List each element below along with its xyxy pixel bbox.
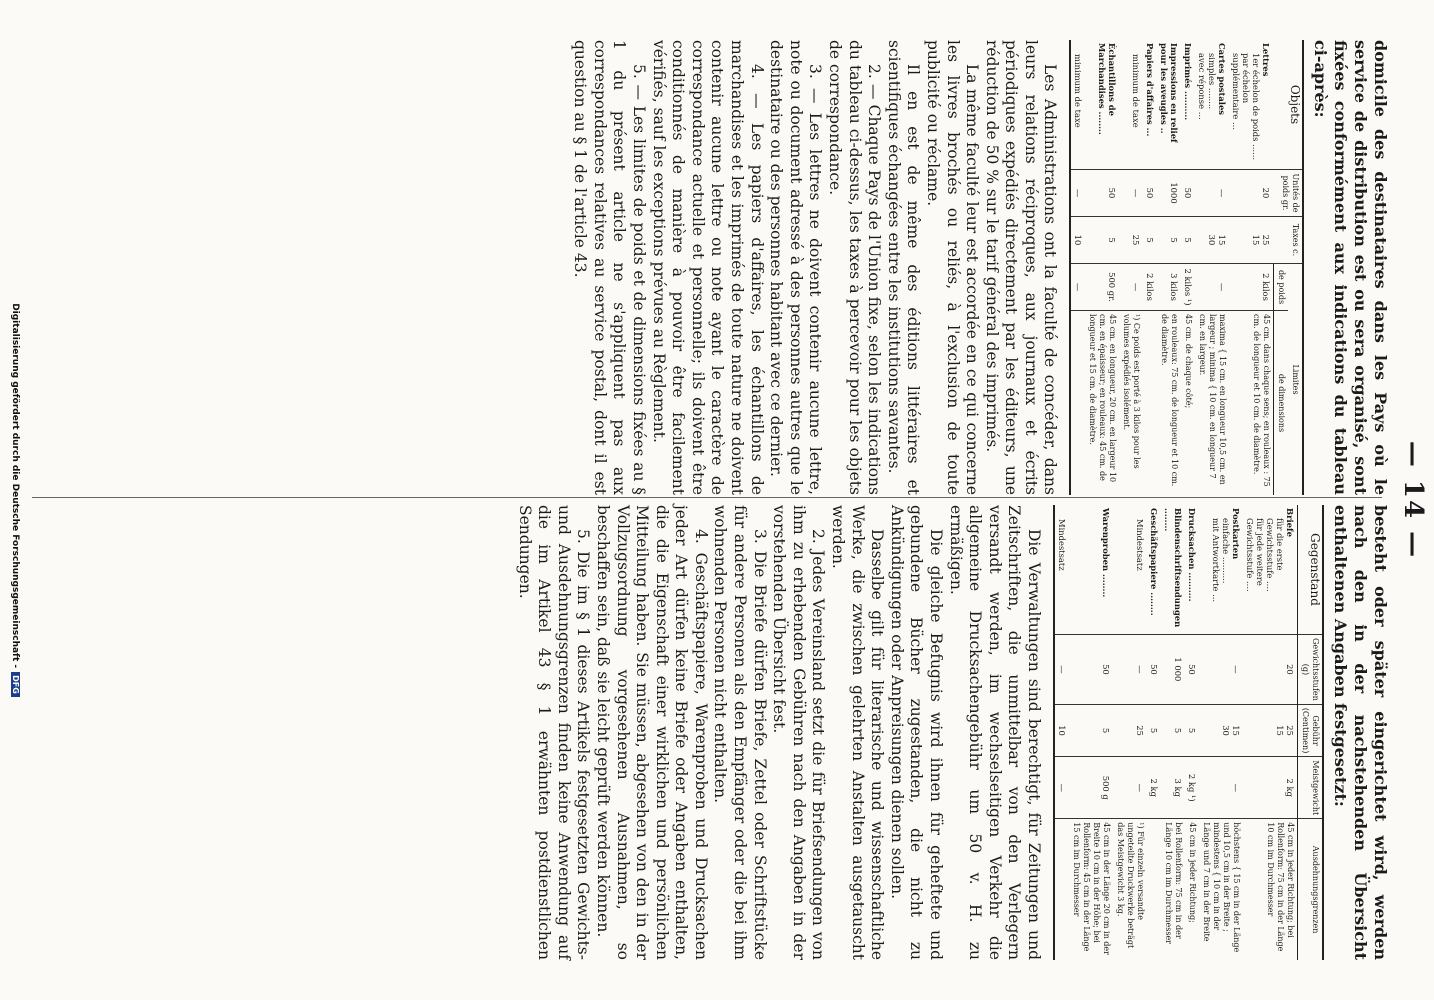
table-row bbox=[1161, 505, 1185, 960]
row-unit: 20 bbox=[1230, 170, 1274, 217]
header-unites: Unités de poids gr. bbox=[1274, 170, 1304, 217]
row-weight: 2 kg bbox=[1147, 757, 1161, 819]
table-row bbox=[1086, 40, 1120, 495]
row-sub: einfache .......... bbox=[1221, 518, 1231, 584]
table-row bbox=[1199, 505, 1243, 960]
german-paragraph: 4. Geschäftspapiere, Warenproben und Drucksachen jeder Art dürfen keine Briefe oder Angaben enthalten, die die Eigenschaft einer wirklichen und persönlichen Mitteilung haben. Sie müssen, abgesehen von den in der Vollzugsordnung vorgesehenen Ausnahmen, so beschaffen sein, daß sie leicht geprüft werden können. bbox=[593, 505, 710, 960]
row-sub: avec réponse ... bbox=[1197, 53, 1208, 120]
row-unit: 1 000 bbox=[1161, 635, 1185, 705]
row-weight: 500 gr. bbox=[1086, 264, 1120, 311]
row-tax: 15 bbox=[1251, 234, 1262, 246]
table-row bbox=[1185, 505, 1199, 960]
page-number: — 14 — bbox=[1398, 440, 1428, 560]
german-paragraph: 2. Jedes Vereinsland setzt die für Briefsendungen von ihm zu erhebenden Gebühren nach den Angaben in der vorstehenden Übersicht fest. bbox=[770, 505, 828, 960]
header-de-dimensions: de dimensions bbox=[1274, 311, 1289, 496]
row-tax: 30 bbox=[1221, 725, 1231, 736]
header-gewichtsstufen: Gewichtsstufen (g) bbox=[1298, 635, 1324, 705]
row-dim: 45 cm. dans chaque sens; en rouleaux : 75 cm. de longueur et 10 cm. de diamètre. bbox=[1252, 314, 1271, 487]
french-intro: domicile des destinataires dans les Pays où le service de distribution est ou sera organisé, sont fixées conformément aux indications du tableau ci-après: bbox=[1311, 40, 1390, 495]
row-tax: 25 bbox=[1261, 234, 1272, 246]
row-label: Briefe bbox=[1285, 508, 1295, 537]
row-sub: 1er échelon de poids ...... bbox=[1251, 53, 1262, 161]
row-weight: 2 kg ¹) bbox=[1185, 757, 1199, 819]
row-label: Warenproben ........ bbox=[1069, 505, 1113, 635]
row-label: Postkarten bbox=[1231, 508, 1241, 560]
header-gebuehr: Gebühr (Centimen) bbox=[1298, 704, 1324, 757]
row-label: Drucksachen .......... bbox=[1185, 505, 1199, 635]
table-row bbox=[1182, 40, 1196, 495]
german-intro: besteht oder später eingerichtet wird, werden nach den in der nachstehenden Übersicht enthaltenen Angaben festgesetzt: bbox=[1331, 505, 1390, 960]
row-unit: 20 bbox=[1243, 635, 1298, 705]
dfg-logo: DFG bbox=[11, 672, 20, 697]
row-unit: — bbox=[1199, 635, 1243, 705]
header-de-poids: de poids bbox=[1274, 264, 1289, 311]
row-sub: par échelon supplémentaire ... bbox=[1231, 53, 1252, 130]
row-unit: 50 bbox=[1144, 170, 1158, 217]
header-ausdehnung: Ausdehnungsgrenzen bbox=[1298, 819, 1324, 960]
row-label: Cartes postales bbox=[1217, 43, 1228, 116]
row-tax: 5 bbox=[1185, 704, 1199, 757]
table-row bbox=[1144, 40, 1158, 495]
row-label: minimum de taxe bbox=[1120, 40, 1144, 170]
header-meistgewicht: Meistgewicht bbox=[1298, 757, 1324, 819]
row-label: Lettres bbox=[1261, 43, 1272, 77]
table-row bbox=[1243, 505, 1298, 960]
german-paragraph: Dasselbe gilt für literarische und wissenschaftliche Werke, die zwischen gelehrten Anstalten ausgetauscht werden. bbox=[829, 505, 887, 960]
header-objets: Objets bbox=[1274, 40, 1304, 170]
french-column bbox=[570, 40, 1390, 495]
row-dim bbox=[1071, 311, 1086, 496]
german-paragraph: Die gleiche Befugnis wird ihnen für geheftete und gebundene Bücher zugestanden, die nicht zu Ankündigungen oder Anpreisungen dienen sollen. bbox=[887, 505, 946, 960]
row-weight: 3 kilos bbox=[1158, 264, 1182, 311]
row-tax: 5 bbox=[1147, 704, 1161, 757]
row-tax: 15 bbox=[1231, 725, 1241, 736]
row-tax: 30 bbox=[1207, 234, 1218, 246]
table-row bbox=[1069, 505, 1113, 960]
row-unit: — bbox=[1113, 635, 1147, 705]
row-dim: en rouleaux: 75 cm. de longueur et 10 cm. de diamètre. bbox=[1160, 314, 1180, 487]
row-dim: 45 cm in jeder Richtung; bei Rollenform: 75 cm in der Länge 10 cm im Durchmesser bbox=[1266, 822, 1295, 952]
row-unit: 1000 bbox=[1158, 170, 1182, 217]
table-row bbox=[1054, 505, 1069, 960]
row-label: Papiers d'affaires ... bbox=[1144, 40, 1158, 170]
german-paragraph: 3. Die Briefe dürfen Briefe, Zettel oder Schriftstücke für andere Personen als den Empfänger oder die bei ihm wohnenden Personen nicht enthalten. bbox=[711, 505, 769, 960]
table-row bbox=[1113, 505, 1147, 960]
row-label: minimum de taxe bbox=[1071, 40, 1086, 170]
row-tax: 25 bbox=[1113, 704, 1147, 757]
row-sub: für jede weitere Gewichtsstufe .... bbox=[1245, 518, 1265, 592]
row-tax: 10 bbox=[1054, 704, 1069, 757]
german-paragraph: Die Verwaltungen sind berechtigt, für Zeitungen und Zeitschriften, die unmittelbar von den Verlegern versandt werden, im wechselseitigen Verkehr die allgemeine Drucksachengebühr um 50 v. H. zu ermäßigen. bbox=[946, 505, 1043, 960]
german-tariff-table bbox=[1053, 505, 1324, 960]
row-weight: 2 kg bbox=[1243, 757, 1298, 819]
row-dim bbox=[1144, 311, 1158, 496]
row-weight: — bbox=[1196, 264, 1230, 311]
row-weight: 2 kilos ¹) bbox=[1182, 264, 1196, 311]
french-paragraph: 5. — Les limites de poids et de dimensions fixées au § 1 du présent article ne s'appliquent pas aux correspondances relatives au service postal, dont il est question au § 1 de l'article 43. bbox=[571, 40, 649, 495]
row-weight: — bbox=[1199, 757, 1243, 819]
row-sub: für die erste Gewichtsstufe .... bbox=[1265, 518, 1285, 592]
digitization-footer bbox=[10, 0, 20, 1000]
row-weight: 2 kilos bbox=[1144, 264, 1158, 311]
french-paragraph: 3. — Les lettres ne doivent contenir aucune lettre, note ou document adressé à des personnes autres que le destinataire ou des personnes habitant avec ce dernier. bbox=[767, 40, 825, 495]
row-tax: 15 bbox=[1217, 234, 1228, 246]
row-label: Imprimés .......... bbox=[1182, 40, 1196, 170]
row-label: Mindestsatz bbox=[1113, 505, 1147, 635]
french-paragraph: 2. — Chaque Pays de l'Union fixe, selon les indications du tableau ci-dessus, les taxes à percevoir pour les objets de correspondance. bbox=[825, 40, 884, 495]
row-dim: bei Rollenform: 75 cm in der Länge 10 cm im Durchmesser bbox=[1164, 822, 1183, 944]
header-taxes: Taxes c. bbox=[1274, 217, 1304, 264]
row-weight: — bbox=[1113, 757, 1147, 819]
table-row bbox=[1147, 505, 1161, 960]
row-unit: — bbox=[1196, 170, 1230, 217]
table-row bbox=[1120, 40, 1144, 495]
row-dim bbox=[1054, 819, 1069, 960]
row-label: Geschäftspapiere ........ bbox=[1147, 505, 1161, 635]
row-weight: 3 kg bbox=[1161, 757, 1185, 819]
header-limites: Limites bbox=[1288, 264, 1303, 496]
row-dim: 45 cm in jeder Richtung; bbox=[1188, 822, 1197, 923]
row-dim: höchstens { 15 cm in der Länge und 10,5 cm in der Breite ; mindestens { 10 cm in der Länge und 7 cm in der Breite bbox=[1202, 822, 1241, 953]
row-tax: 10 bbox=[1071, 217, 1086, 264]
row-weight: — bbox=[1120, 264, 1144, 311]
header-gegenstand: Gegenstand bbox=[1298, 505, 1324, 635]
row-dim bbox=[1147, 819, 1161, 960]
french-paragraph: Il en est de même des éditions littéraires et scientifiques échangées entre les institutions savantes. bbox=[884, 40, 923, 495]
row-weight: 500 g bbox=[1069, 757, 1113, 819]
row-weight: — bbox=[1071, 264, 1086, 311]
row-sub: mit Antwortkarte ... bbox=[1211, 518, 1221, 603]
row-dim: 45 cm in der Länge 20 cm in der Breite 10 cm in der Höhe; bei Rollenform: 45 cm in der Länge 15 cm im Durchmesser bbox=[1072, 822, 1111, 955]
table-row bbox=[1071, 40, 1086, 495]
row-tax: 5 bbox=[1158, 217, 1182, 264]
row-unit: 50 bbox=[1069, 635, 1113, 705]
row-dim: ¹) Für einzeln versandte ungeteilte Druckwerke beträgt das Meistgewicht 3 kg. bbox=[1116, 822, 1145, 949]
row-dim: ¹) Ce poids est porté à 3 kilos pour les volumes expédiés isolément. bbox=[1122, 314, 1142, 469]
french-tariff-table bbox=[1070, 40, 1305, 495]
row-unit: — bbox=[1071, 170, 1086, 217]
row-tax: 5 bbox=[1161, 704, 1185, 757]
table-row bbox=[1158, 40, 1182, 495]
row-unit: 50 bbox=[1147, 635, 1161, 705]
german-paragraph: 5. Die im § 1 dieses Artikels festgesetzten Gewichts- und Ausdehnungsgrenzen finden keine Anwendung auf die im Artikel 43 § 1 erwähnten postdienstlichen Sendungen. bbox=[515, 505, 593, 960]
french-paragraph: La même faculté leur est accordée en ce qui concerne les livres brochés ou reliés, à l'exclusion de toute publicité ou réclame. bbox=[923, 40, 982, 495]
row-dim: 45 cm. en longueur, 20 cm. en largeur 10 cm. en épaisseur; en rouleaux: 45 cm. de longueur et 15 cm. de diamètre. bbox=[1088, 314, 1118, 483]
german-column bbox=[514, 505, 1390, 960]
row-weight: — bbox=[1054, 757, 1069, 819]
table-row bbox=[1230, 40, 1274, 495]
french-paragraph: 4. — Les papiers d'affaires, les échantillons de marchandises et les imprimés de toute nature ne doivent contenir aucune lettre ou note ayant le caractère de correspondance actuelle et personnelle; ils doivent être conditionnés de manière à pouvoir être facilement vérifiés, sauf les exceptions prévues au Règlement. bbox=[649, 40, 766, 495]
row-tax: 5 bbox=[1182, 217, 1196, 264]
row-tax: 5 bbox=[1086, 217, 1120, 264]
row-unit: 50 bbox=[1185, 635, 1199, 705]
row-label: Échantillons de Marchandises ........ bbox=[1086, 40, 1120, 170]
row-label: Blindenschriftsendungen ........ bbox=[1161, 505, 1185, 635]
row-weight: 2 kilos bbox=[1230, 264, 1274, 311]
table-row bbox=[1196, 40, 1230, 495]
row-sub: simples ........ bbox=[1207, 53, 1218, 110]
row-tax: 25 bbox=[1120, 217, 1144, 264]
row-unit: — bbox=[1054, 635, 1069, 705]
row-dim: 45 cm. de chaque côté; bbox=[1184, 314, 1194, 409]
row-label: Mindestsatz bbox=[1054, 505, 1069, 635]
row-tax: 15 bbox=[1275, 725, 1285, 736]
french-paragraph: Les Administrations ont la faculté de concéder, dans leurs relations réciproques, aux journaux et écrits périodiques expédiés directement par les éditeurs, une réduction de 50 % sur le tarif général des imprimés. bbox=[982, 40, 1060, 495]
row-tax: 5 bbox=[1069, 704, 1113, 757]
row-unit: — bbox=[1120, 170, 1144, 217]
row-tax: 25 bbox=[1285, 725, 1295, 736]
footer-text: Digitalisierung gefördert durch die Deutsche Forschungsgemeinschaft - bbox=[10, 303, 20, 669]
row-unit: 50 bbox=[1086, 170, 1120, 217]
row-tax: 5 bbox=[1144, 217, 1158, 264]
row-dim: maxima { 15 cm. en longueur 10,5 cm. en largeur ; minima { 10 cm. en longueur 7 cm. en largeur. bbox=[1198, 314, 1228, 485]
row-label: Impressions en relief pour les aveugles .. bbox=[1158, 40, 1182, 170]
column-divider bbox=[32, 497, 1382, 498]
row-unit: 50 bbox=[1182, 170, 1196, 217]
